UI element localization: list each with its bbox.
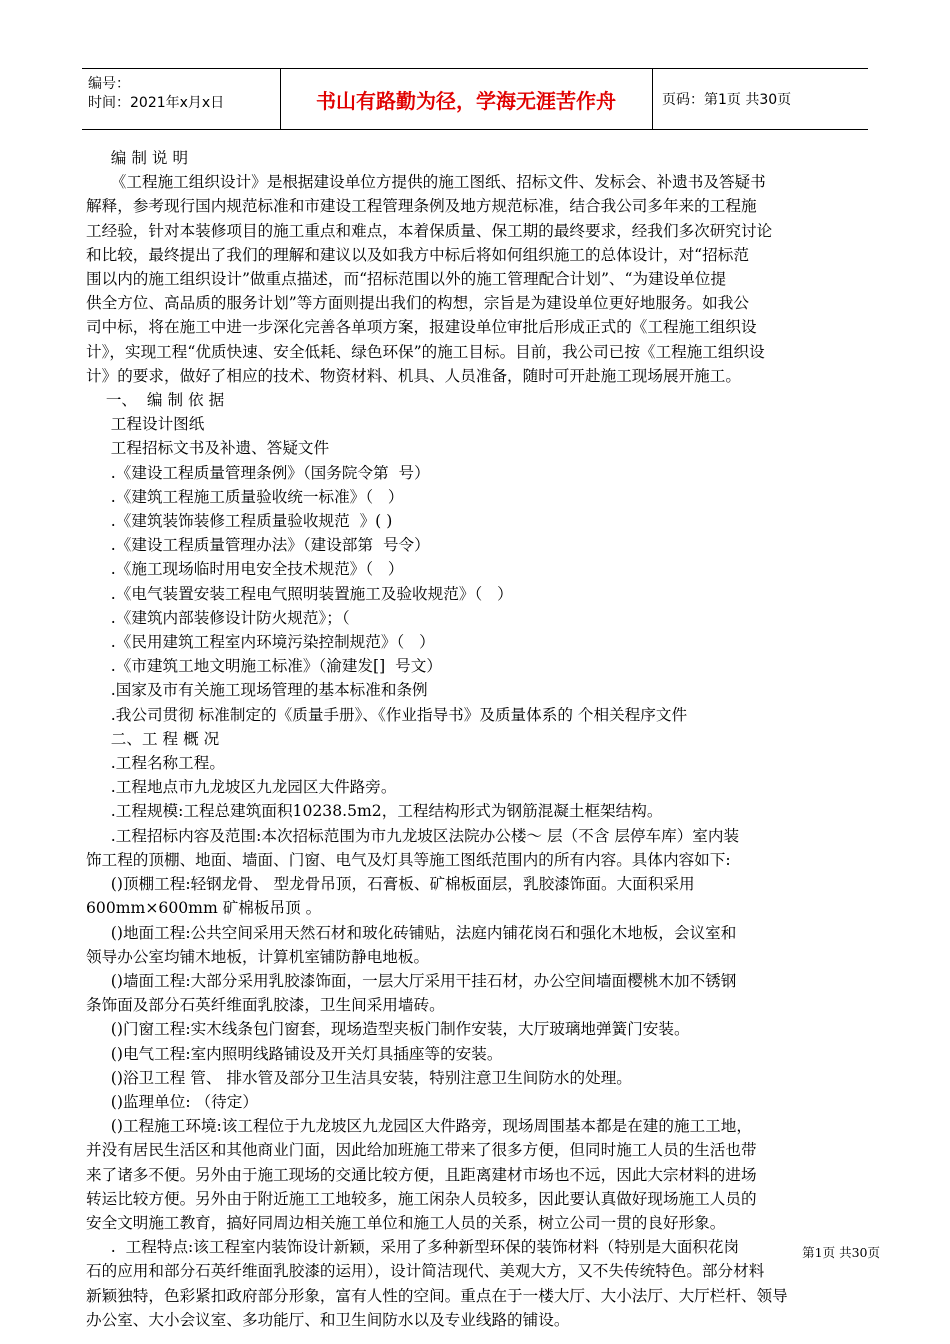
body-line: ()工程施工环境:该工程位于九龙坡区九龙园区大件路旁，现场周围基本都是在建的施工工地， [86, 1117, 752, 1136]
body-line: 饰工程的顶棚、地面、墙面、门窗、电气及灯具等施工图纸范围内的所有内容。具体内容如下: [86, 850, 731, 869]
body-line: ()电气工程:室内照明线路铺设及开关灯具插座等的安装。 [86, 1044, 503, 1063]
body-line: 供全方位、高品质的服务计划”等方面则提出我们的构想，宗旨是为建设单位更好地服务。如我公 [86, 294, 749, 313]
document-body [86, 146, 886, 1332]
page-header [82, 68, 868, 130]
body-line: 领导办公室均铺木地板，计算机室铺防静电地板。 [86, 947, 430, 966]
header-page-number: 页码：第1页 共30页 [662, 92, 792, 108]
body-line: .工程地点市九龙坡区九龙园区大件路旁。 [86, 778, 397, 797]
body-line: ()浴卫工程 管、 排水管及部分卫生洁具安装，特别注意卫生间防水的处理。 [86, 1068, 632, 1087]
body-line: 编 制 说 明 [86, 149, 189, 167]
header-motto: 书山有路勤为径，学海无涯苦作舟 [316, 88, 616, 113]
body-line: 转运比较方便。另外由于附近施工工地较多，施工闲杂人员较多，因此要认真做好现场施工人员的 [86, 1189, 757, 1208]
body-line: ()监理单位: （待定） [86, 1092, 258, 1111]
body-line: .《民用建筑工程室内环境污染控制规范》（ ） [86, 633, 435, 652]
body-line: 和比较，最终提出了我们的理解和建议以及如我方中标后将如何组织施工的总体设计，对“招标范 [86, 245, 749, 264]
body-line: 来了诸多不便。另外由于施工现场的交通比较方便，且距离建材市场也不远，因此大宗材料的进场 [86, 1165, 757, 1184]
body-line: 工经验，针对本装修项目的施工重点和难点，本着保质量、保工期的最终要求，经我们多次研究讨论 [86, 221, 773, 240]
body-line: .《建筑装饰装修工程质量验收规范 》( ) [86, 512, 393, 531]
body-line: 办公室、大小会议室、多功能厅、和卫生间防水以及专业线路的铺设。 [86, 1310, 570, 1329]
body-line: .《建筑工程施工质量验收统一标准》（ ） [86, 487, 404, 506]
body-line: .《建设工程质量管理条例》（国务院令第 号） [86, 463, 430, 482]
body-line: 计》，实现工程“优质快速、安全低耗、绿色环保”的施工目标。目前，我公司已按《工程施工组织设 [86, 342, 765, 361]
body-line: .《施工现场临时用电安全技术规范》（ ） [86, 560, 404, 579]
body-line: .《电气装置安装工程电气照明装置施工及验收规范》（ ） [86, 584, 513, 603]
body-line: .国家及市有关施工现场管理的基本标准和条例 [86, 681, 428, 700]
header-meta [88, 75, 224, 113]
body-line: . 工程特点:该工程室内装饰设计新颖，采用了多种新型环保的装饰材料（特别是大面积花岗 [86, 1238, 740, 1257]
body-line: .《市建筑工地文明施工标准》（渝建发[] 号文） [86, 657, 442, 676]
body-line: .我公司贯彻 标准制定的《质量手册》、《作业指导书》及质量体系的 个相关程序文件 [86, 705, 688, 724]
body-line: ()顶棚工程:轻钢龙骨、 型龙骨吊顶，石膏板、矿棉板面层，乳胶漆饰面。大面积采用 [86, 875, 695, 894]
body-line: 司中标，将在施工中进一步深化完善各单项方案，报建设单位审批后形成正式的《工程施工组织设 [86, 318, 757, 337]
body-line: ()门窗工程:实木线条包门窗套，现场造型夹板门制作安装，大厅玻璃地弹簧门安装。 [86, 1020, 690, 1039]
document-date-label: 时间：2021年x月x日 [88, 95, 225, 111]
body-line: 计》的要求，做好了相应的技术、物资材料、机具、人员准备，随时可开赴施工现场展开施工。 [86, 366, 741, 385]
body-line: 二、工 程 概 况 [86, 729, 220, 748]
body-line: 600mm×600mm 矿棉板吊顶 。 [86, 899, 322, 918]
body-line: 《工程施工组织设计》是根据建设单位方提供的施工图纸、招标文件、发标会、补遗书及答疑书 [86, 173, 766, 192]
body-line: .工程名称工程。 [86, 754, 225, 773]
body-line: 新颖独特，色彩紧扣政府部分形象，富有人性的空间。重点在于一楼大厅、大小法厅、大厅栏杆、领导 [86, 1286, 788, 1305]
body-line: ()地面工程:公共空间采用天然石材和玻化砖铺贴，法庭内铺花岗石和强化木地板，会议室和 [86, 923, 737, 942]
header-divider [652, 69, 653, 129]
body-line: 工程设计图纸 [86, 415, 205, 434]
body-line: 石的应用和部分石英纤维面乳胶漆的运用），设计简洁现代、美观大方，又不失传统特色。部分材料 [86, 1262, 765, 1281]
body-line: 围以内的施工组织设计”做重点描述，而“招标范围以外的施工管理配合计划”、“为建设单位提 [86, 270, 727, 289]
body-line: ()墙面工程:大部分采用乳胶漆饰面，一层大厅采用干挂石材，办公空间墙面樱桃木加不锈钢 [86, 971, 737, 990]
body-line: 工程招标文书及补遗、答疑文件 [86, 439, 330, 458]
document-number-label: 编号： [88, 76, 130, 92]
body-line: 一、 编 制 依 据 [86, 391, 225, 410]
body-line: 解释，参考现行国内规范标准和市建设工程管理条例及地方规范标准，结合我公司多年来的工程施 [86, 197, 757, 216]
body-line: .工程招标内容及范围:本次招标范围为市九龙坡区法院办公楼～ 层（不含 层停车库）室内装 [86, 826, 740, 845]
body-line: 安全文明施工教育，搞好同周边相关施工单位和施工人员的关系，树立公司一贯的良好形象。 [86, 1213, 726, 1232]
body-line: 并没有居民生活区和其他商业门面，因此给加班施工带来了很多方便，但同时施工人员的生活也带 [86, 1141, 757, 1160]
body-line: .《建筑内部装修设计防火规范》；（ [86, 608, 350, 627]
page-footer: 第1页 共30页 [802, 1245, 880, 1260]
body-line: 条饰面及部分石英纤维面乳胶漆，卫生间采用墙砖。 [86, 996, 445, 1015]
body-line: .工程规模:工程总建筑面积10238.5m2，工程结构形式为钢筋混凝土框架结构。 [86, 802, 663, 821]
body-line: .《建设工程质量管理办法》（建设部第 号令） [86, 536, 430, 555]
